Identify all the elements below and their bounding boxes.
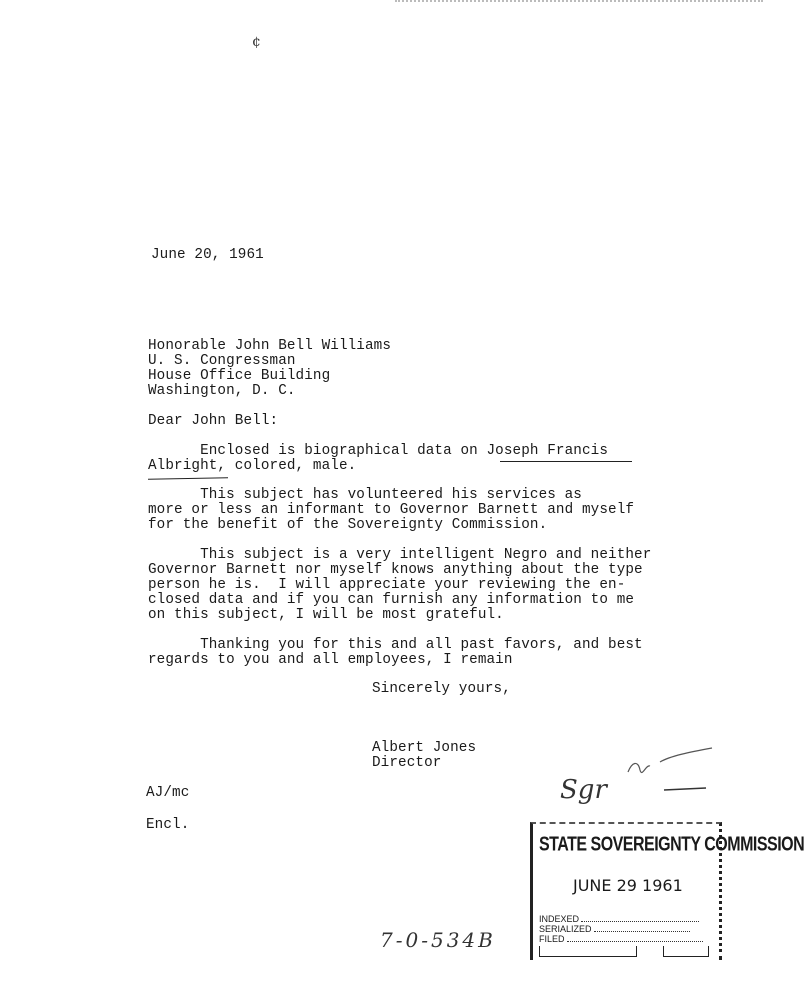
body-line: for the benefit of the Sovereignty Commission.: [148, 517, 548, 533]
body-line: person he is. I will appreciate your reviewing the en-: [148, 577, 626, 593]
letter-date: June 20, 1961: [151, 247, 264, 263]
commission-stamp: [530, 822, 804, 960]
stamp-row-label: SERIALIZED: [539, 924, 592, 934]
body-paragraph-3: [148, 548, 708, 623]
body-line: This subject is a very intelligent Negro and neither: [148, 547, 652, 563]
signer-name: Albert Jones: [372, 740, 477, 756]
body-paragraph-1: [148, 444, 708, 474]
stamp-row-indexed: [539, 914, 699, 924]
body-line: closed data and if you can furnish any information to me: [148, 592, 635, 608]
enclosure-note: Encl.: [146, 817, 190, 833]
closing: Sincerely yours,: [372, 681, 511, 697]
stamp-row-label: INDEXED: [539, 914, 580, 924]
scan-edge-marks: [395, 0, 763, 2]
recipient-address: [148, 339, 708, 399]
body-line: Thanking you for this and all past favors, and best: [148, 637, 643, 653]
stamp-row-serialized: [539, 924, 690, 934]
salutation: Dear John Bell:: [148, 413, 279, 429]
stamp-box: [663, 946, 709, 957]
handwritten-underline: [148, 477, 228, 479]
body-line: Enclosed is biographical data on Joseph Francis: [148, 443, 609, 459]
body-line: on this subject, I will be most grateful.: [148, 607, 504, 623]
stamp-row-label: FILED: [539, 934, 565, 944]
handwritten-scribble-icon: [620, 742, 720, 802]
body-line: Albright, colored, male.: [148, 458, 357, 474]
stamp-box: [539, 946, 637, 957]
recipient-line: Washington, D. C.: [148, 383, 296, 399]
body-line: more or less an informant to Governor Barnett and myself: [148, 502, 635, 518]
stamp-row-filed: [539, 934, 703, 944]
stamp-date: JUNE 29 1961: [573, 876, 683, 895]
stray-mark: ¢: [252, 34, 261, 50]
body-paragraph-2: [148, 488, 708, 533]
handwritten-file-number: 7-0-534B: [380, 928, 496, 952]
recipient-line: House Office Building: [148, 368, 331, 384]
body-line: This subject has volunteered his services as: [148, 487, 582, 503]
typist-initials: AJ/mc: [146, 785, 190, 801]
stamp-title: STATE SOVEREIGNTY COMMISSION: [539, 834, 804, 856]
handwritten-underline: [500, 461, 632, 462]
body-line: Governor Barnett nor myself knows anything about the type: [148, 562, 643, 578]
handwritten-initials: Sgr: [560, 775, 607, 805]
body-paragraph-4: [148, 638, 708, 668]
recipient-line: Honorable John Bell Williams: [148, 338, 392, 354]
recipient-line: U. S. Congressman: [148, 353, 296, 369]
body-line: regards to you and all employees, I remain: [148, 652, 513, 668]
signer-title: Director: [372, 755, 442, 771]
